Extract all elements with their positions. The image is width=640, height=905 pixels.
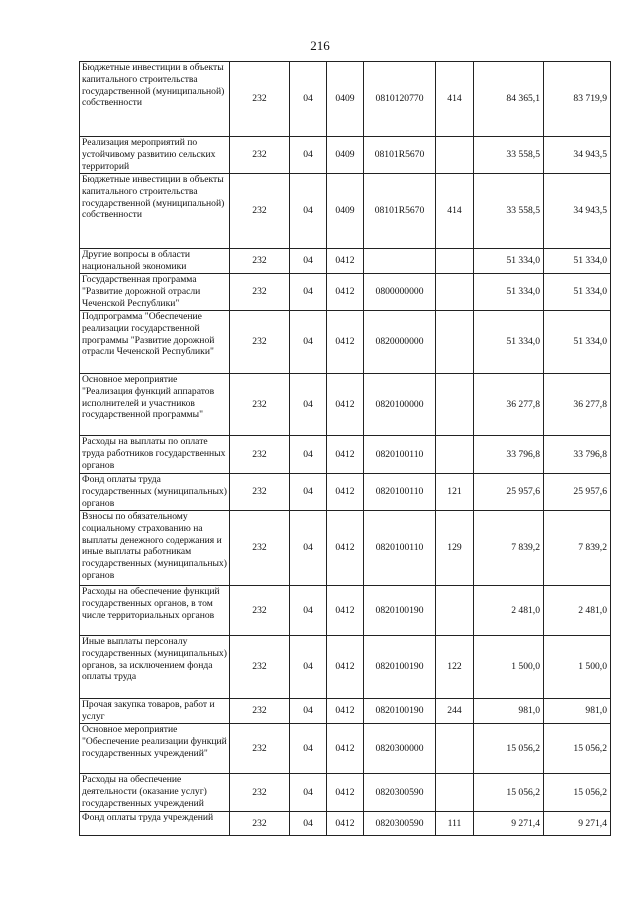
table-row (80, 249, 611, 274)
row-expense-type-cell: 111 (436, 812, 474, 836)
table-body (80, 62, 611, 836)
row-expense-type-cell (436, 374, 474, 436)
row-section-code-cell: 04 (290, 511, 327, 586)
row-amount-1-cell: 51 334,0 (474, 249, 544, 274)
row-name-cell: Расходы на выплаты по оплате труда работников государственных органов (80, 436, 230, 474)
row-amount-2-cell: 1 500,0 (544, 636, 611, 699)
row-name-cell: Расходы на обеспечение деятельности (оказание услуг) государственных учреждений (80, 774, 230, 812)
row-subsection-code-cell: 0412 (327, 812, 364, 836)
row-section-code-cell: 04 (290, 774, 327, 812)
row-subsection-code-cell: 0412 (327, 249, 364, 274)
row-amount-1-cell: 51 334,0 (474, 311, 544, 374)
table-row (80, 586, 611, 636)
row-amount-2-cell: 51 334,0 (544, 249, 611, 274)
row-expense-type-cell (436, 311, 474, 374)
page-number: 216 (310, 38, 330, 53)
row-target-article-cell: 0820100190 (364, 586, 436, 636)
row-ministry-code-cell: 232 (230, 474, 290, 511)
row-amount-2-cell: 15 056,2 (544, 724, 611, 774)
row-target-article-cell: 0820100000 (364, 374, 436, 436)
row-section-code-cell: 04 (290, 374, 327, 436)
table-row (80, 274, 611, 311)
row-amount-1-cell: 25 957,6 (474, 474, 544, 511)
row-amount-2-cell: 36 277,8 (544, 374, 611, 436)
row-amount-2-cell: 34 943,5 (544, 174, 611, 249)
row-ministry-code-cell: 232 (230, 137, 290, 174)
row-subsection-code-cell: 0409 (327, 62, 364, 137)
row-expense-type-cell (436, 137, 474, 174)
table-row (80, 511, 611, 586)
row-amount-1-cell: 33 796,8 (474, 436, 544, 474)
row-ministry-code-cell: 232 (230, 636, 290, 699)
table-row (80, 374, 611, 436)
row-subsection-code-cell: 0412 (327, 699, 364, 724)
row-expense-type-cell (436, 724, 474, 774)
row-expense-type-cell: 414 (436, 174, 474, 249)
row-ministry-code-cell: 232 (230, 699, 290, 724)
row-section-code-cell: 04 (290, 436, 327, 474)
row-expense-type-cell: 121 (436, 474, 474, 511)
table-row (80, 774, 611, 812)
table-row (80, 62, 611, 137)
row-ministry-code-cell: 232 (230, 311, 290, 374)
row-section-code-cell: 04 (290, 724, 327, 774)
row-section-code-cell: 04 (290, 699, 327, 724)
row-amount-1-cell: 36 277,8 (474, 374, 544, 436)
row-amount-2-cell: 34 943,5 (544, 137, 611, 174)
row-expense-type-cell (436, 586, 474, 636)
row-amount-2-cell: 51 334,0 (544, 274, 611, 311)
row-expense-type-cell (436, 774, 474, 812)
row-name-cell: Реализация мероприятий по устойчивому развитию сельских территорий (80, 137, 230, 174)
row-ministry-code-cell: 232 (230, 586, 290, 636)
row-amount-2-cell: 7 839,2 (544, 511, 611, 586)
row-target-article-cell: 0820100110 (364, 511, 436, 586)
row-target-article-cell: 0820100110 (364, 436, 436, 474)
row-amount-2-cell: 51 334,0 (544, 311, 611, 374)
row-expense-type-cell: 122 (436, 636, 474, 699)
row-subsection-code-cell: 0412 (327, 636, 364, 699)
row-target-article-cell: 0810120770 (364, 62, 436, 137)
row-amount-1-cell: 2 481,0 (474, 586, 544, 636)
row-subsection-code-cell: 0409 (327, 174, 364, 249)
row-target-article-cell: 0800000000 (364, 274, 436, 311)
row-section-code-cell: 04 (290, 636, 327, 699)
row-name-cell: Основное мероприятие "Обеспечение реализации функций государственных учреждений" (80, 724, 230, 774)
row-target-article-cell: 0820000000 (364, 311, 436, 374)
row-ministry-code-cell: 232 (230, 436, 290, 474)
table-row (80, 137, 611, 174)
row-target-article-cell (364, 249, 436, 274)
row-ministry-code-cell: 232 (230, 174, 290, 249)
table-row (80, 724, 611, 774)
row-expense-type-cell: 129 (436, 511, 474, 586)
row-amount-1-cell: 9 271,4 (474, 812, 544, 836)
row-amount-2-cell: 83 719,9 (544, 62, 611, 137)
table-row (80, 699, 611, 724)
row-expense-type-cell (436, 436, 474, 474)
table-row (80, 812, 611, 836)
row-section-code-cell: 04 (290, 249, 327, 274)
row-ministry-code-cell: 232 (230, 774, 290, 812)
row-subsection-code-cell: 0412 (327, 774, 364, 812)
row-name-cell: Фонд оплаты труда учреждений (80, 812, 230, 836)
row-amount-1-cell: 33 558,5 (474, 174, 544, 249)
row-subsection-code-cell: 0412 (327, 474, 364, 511)
row-amount-1-cell: 51 334,0 (474, 274, 544, 311)
row-name-cell: Подпрограмма "Обеспечение реализации государственной программы "Развитие дорожной отрасли Чеченской Республики" (80, 311, 230, 374)
row-section-code-cell: 04 (290, 174, 327, 249)
row-amount-1-cell: 1 500,0 (474, 636, 544, 699)
row-ministry-code-cell: 232 (230, 274, 290, 311)
row-amount-1-cell: 84 365,1 (474, 62, 544, 137)
row-amount-2-cell: 981,0 (544, 699, 611, 724)
row-amount-2-cell: 33 796,8 (544, 436, 611, 474)
row-name-cell: Основное мероприятие "Реализация функций аппаратов исполнителей и участников государственной программы" (80, 374, 230, 436)
row-section-code-cell: 04 (290, 812, 327, 836)
row-subsection-code-cell: 0412 (327, 274, 364, 311)
row-amount-1-cell: 15 056,2 (474, 724, 544, 774)
row-section-code-cell: 04 (290, 474, 327, 511)
row-section-code-cell: 04 (290, 586, 327, 636)
row-ministry-code-cell: 232 (230, 249, 290, 274)
row-target-article-cell: 0820100190 (364, 636, 436, 699)
row-name-cell: Прочая закупка товаров, работ и услуг (80, 699, 230, 724)
row-ministry-code-cell: 232 (230, 511, 290, 586)
row-section-code-cell: 04 (290, 274, 327, 311)
table-row (80, 474, 611, 511)
row-subsection-code-cell: 0412 (327, 511, 364, 586)
table-row (80, 311, 611, 374)
row-expense-type-cell (436, 274, 474, 311)
row-target-article-cell: 0820300590 (364, 774, 436, 812)
row-section-code-cell: 04 (290, 311, 327, 374)
row-subsection-code-cell: 0412 (327, 724, 364, 774)
row-subsection-code-cell: 0412 (327, 311, 364, 374)
row-amount-1-cell: 7 839,2 (474, 511, 544, 586)
row-name-cell: Иные выплаты персоналу государственных (муниципальных) органов, за исключением фонда оплаты труда (80, 636, 230, 699)
row-subsection-code-cell: 0412 (327, 436, 364, 474)
row-section-code-cell: 04 (290, 137, 327, 174)
row-amount-1-cell: 15 056,2 (474, 774, 544, 812)
row-name-cell: Расходы на обеспечение функций государственных органов, в том числе территориальных органов (80, 586, 230, 636)
row-ministry-code-cell: 232 (230, 812, 290, 836)
row-target-article-cell: 0820100110 (364, 474, 436, 511)
row-ministry-code-cell: 232 (230, 724, 290, 774)
row-target-article-cell: 08101R5670 (364, 137, 436, 174)
row-amount-2-cell: 25 957,6 (544, 474, 611, 511)
row-subsection-code-cell: 0412 (327, 374, 364, 436)
row-name-cell: Бюджетные инвестиции в объекты капитального строительства государственной (муниципальной) собственности (80, 174, 230, 249)
row-name-cell: Государственная программа "Развитие дорожной отрасли Чеченской Республики" (80, 274, 230, 311)
row-expense-type-cell (436, 249, 474, 274)
row-section-code-cell: 04 (290, 62, 327, 137)
row-subsection-code-cell: 0409 (327, 137, 364, 174)
table-row (80, 436, 611, 474)
row-target-article-cell: 0820100190 (364, 699, 436, 724)
budget-table (79, 61, 611, 836)
row-target-article-cell: 0820300000 (364, 724, 436, 774)
row-expense-type-cell: 414 (436, 62, 474, 137)
row-name-cell: Другие вопросы в области национальной экономики (80, 249, 230, 274)
row-name-cell: Взносы по обязательному социальному страхованию на выплаты денежного содержания и иные выплаты работникам государственных (муниципальных) органов (80, 511, 230, 586)
table-row (80, 174, 611, 249)
row-amount-1-cell: 33 558,5 (474, 137, 544, 174)
row-amount-2-cell: 15 056,2 (544, 774, 611, 812)
row-amount-2-cell: 9 271,4 (544, 812, 611, 836)
row-amount-1-cell: 981,0 (474, 699, 544, 724)
row-name-cell: Бюджетные инвестиции в объекты капитального строительства государственной (муниципальной) собственности (80, 62, 230, 137)
row-expense-type-cell: 244 (436, 699, 474, 724)
row-ministry-code-cell: 232 (230, 62, 290, 137)
row-target-article-cell: 08101R5670 (364, 174, 436, 249)
row-target-article-cell: 0820300590 (364, 812, 436, 836)
row-ministry-code-cell: 232 (230, 374, 290, 436)
table-row (80, 636, 611, 699)
row-name-cell: Фонд оплаты труда государственных (муниципальных) органов (80, 474, 230, 511)
row-amount-2-cell: 2 481,0 (544, 586, 611, 636)
row-subsection-code-cell: 0412 (327, 586, 364, 636)
